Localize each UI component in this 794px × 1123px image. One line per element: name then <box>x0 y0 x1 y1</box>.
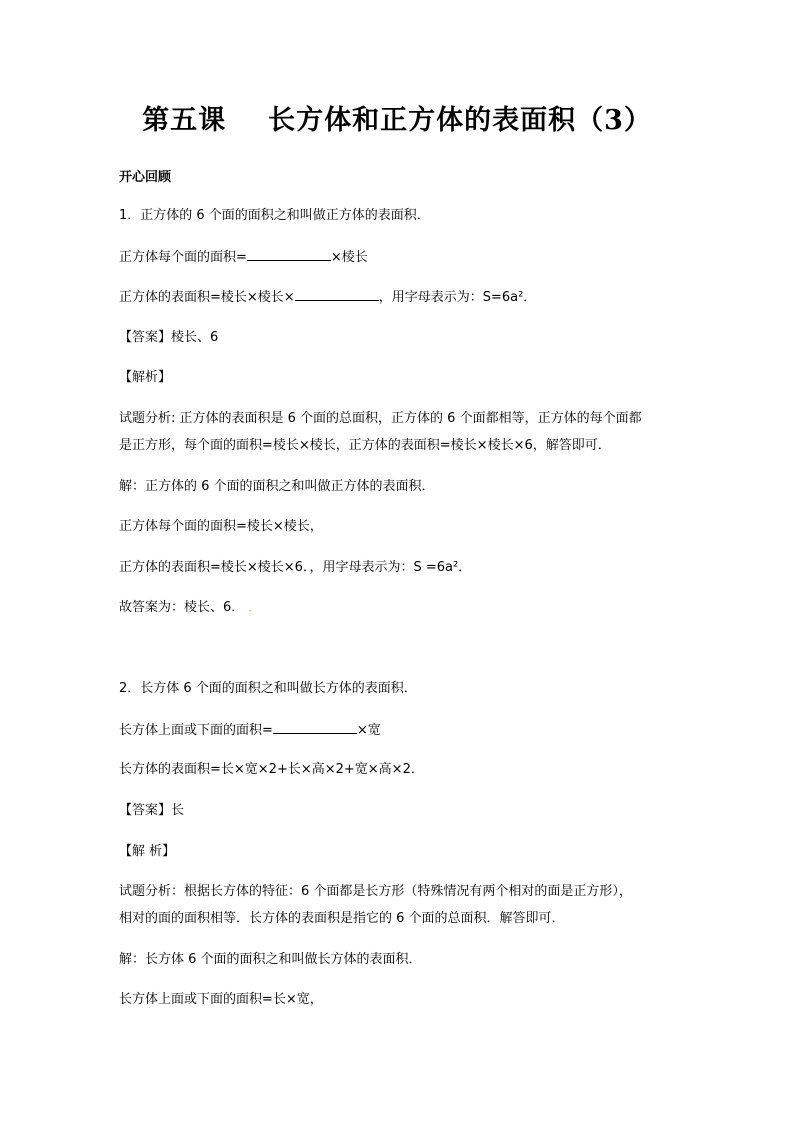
q2-line1-after: ×宽 <box>356 723 381 738</box>
q1-fill-line-1 <box>119 247 368 268</box>
q1-stem: 1．正方体的 6 个面的面积之和叫做正方体的表面积． <box>119 208 430 223</box>
q2-line1-before: 长方体上面或下面的面积= <box>119 723 273 738</box>
q1-analysis-label: 【解析】 <box>119 370 172 385</box>
lesson-number: 第五课 <box>142 105 227 136</box>
q2-solution-line-2: 长方体上面或下面的面积=长×宽， <box>119 992 323 1007</box>
q1-line2-before: 正方体的表面积=棱长×棱长× <box>119 290 295 305</box>
q1-final-answer: 故答案为：棱长、6． <box>119 600 245 615</box>
q2-fill-line-1 <box>119 720 381 741</box>
q1-analysis-line-2: 是正方形，每个面的面积=棱长×棱长，正方体的表面积=棱长×棱长×6，解答即可． <box>119 438 611 453</box>
q1-solution-line-1: 解：正方体的 6 个面的面积之和叫做正方体的表面积． <box>119 479 435 494</box>
q2-solution-line-1: 解：长方体 6 个面的面积之和叫做长方体的表面积． <box>119 952 422 967</box>
q1-solution-line-3: 正方体的表面积=棱长×棱长×6．，用字母表示为：S =6a²． <box>119 560 472 575</box>
q1-fill-line-2 <box>119 287 536 308</box>
q2-fill-line-2: 长方体的表面积=长×宽×2+长×高×2+宽×高×2． <box>119 762 424 777</box>
q1-line1-before: 正方体每个面的面积= <box>119 250 247 265</box>
q1-analysis-line-1: 试题分析: 正方体的表面积是 6 个面的总面积，正方体的 6 个面都相等，正方体的每个面都 <box>119 411 642 426</box>
q2-analysis-line-1: 试题分析：根据长方体的特征：6 个面都是长方形（特殊情况有两个相对的面是正方形）， <box>119 884 632 899</box>
q2-stem: 2．长方体 6 个面的面积之和叫做长方体的表面积． <box>119 681 417 696</box>
q2-analysis-line-2: 相对的面的面积相等．长方体的表面积是指它的 6 个面的总面积．解答即可． <box>119 911 565 926</box>
q2-blank-1 <box>273 720 357 734</box>
q1-answer: 【答案】棱长、6 <box>119 330 219 345</box>
q1-line2-after: ，用字母表示为：S=6a²． <box>378 290 537 305</box>
page-title <box>0 98 794 137</box>
q1-line1-after: ×棱长 <box>330 250 368 265</box>
lesson-topic: 长方体和正方体的表面积（3） <box>268 105 652 136</box>
q2-answer: 【答案】长 <box>119 803 185 818</box>
q1-solution-line-4 <box>119 598 259 618</box>
section-heading: 开心回顾 <box>119 170 172 185</box>
q1-blank-2 <box>295 287 379 301</box>
q1-blank-1 <box>247 247 331 261</box>
stray-mark: ． <box>248 601 260 614</box>
q1-solution-line-2: 正方体每个面的面积=棱长×棱长， <box>119 519 323 534</box>
q2-analysis-label: 【解 析】 <box>119 844 176 859</box>
